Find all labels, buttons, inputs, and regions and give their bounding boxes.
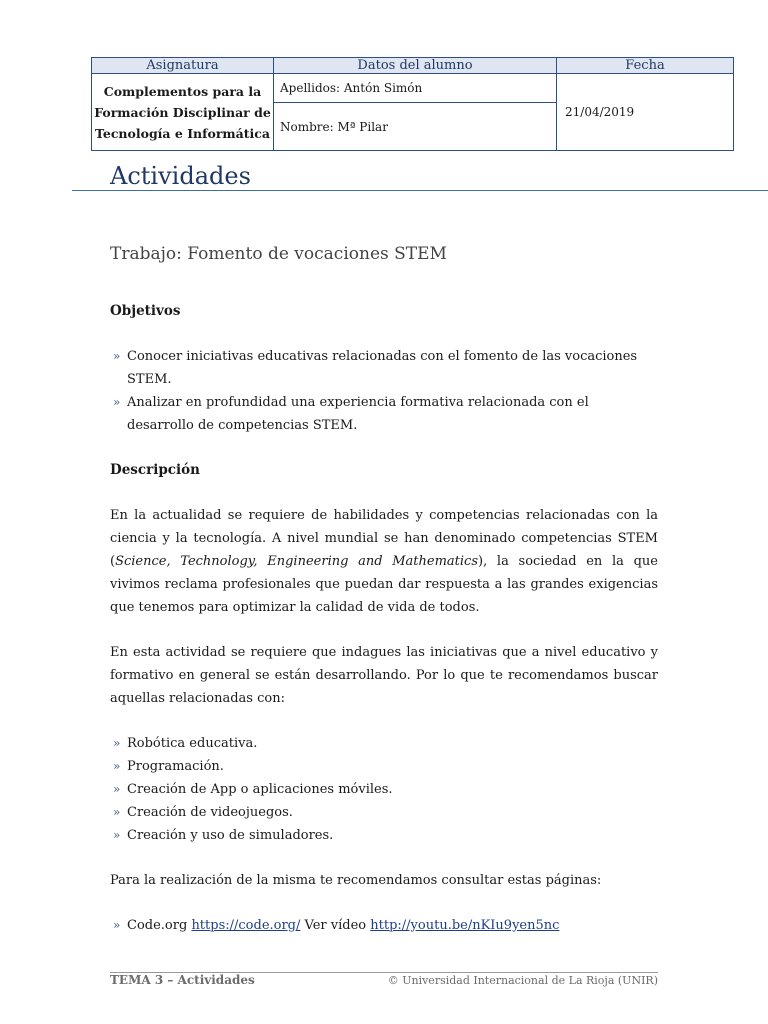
topic-text: Creación de videojuegos. <box>127 805 293 820</box>
list-item <box>110 732 658 755</box>
header-col-student: Datos del alumno <box>274 58 557 74</box>
bullet-chevron-icon: » <box>113 395 121 409</box>
bullet-chevron-icon: » <box>113 759 121 773</box>
header-col-date: Fecha <box>557 58 734 74</box>
objective-text: Conocer iniciativas educativas relacionadas con el fomento de las vocaciones STEM. <box>127 349 638 387</box>
resources-list <box>110 914 658 937</box>
name-cell: Nombre: Mª Pilar <box>274 103 557 151</box>
list-item <box>110 778 658 801</box>
code-org-link[interactable]: https://code.org/ <box>191 918 301 933</box>
footer-topic: TEMA 3 – Actividades <box>110 973 255 987</box>
title-divider <box>72 190 768 191</box>
subject-cell: Complementos para la Formación Disciplinar de Tecnología e Informática <box>92 74 274 151</box>
resource-prefix: Code.org <box>127 918 188 933</box>
list-item <box>110 391 658 437</box>
description-paragraph-3: Para la realización de la misma te recomendamos consultar estas páginas: <box>110 873 602 888</box>
bullet-chevron-icon: » <box>113 349 121 363</box>
paragraph-text: En la actualidad se requiere de habilidades y competencias relacionadas con la ciencia y la tecnología. A nivel mundial se han denominado competencias STEM ( <box>110 508 658 569</box>
footer-copyright: © Universidad Internacional de La Rioja (UNIR) <box>387 974 658 987</box>
topic-text: Robótica educativa. <box>127 736 258 751</box>
list-item <box>110 824 658 847</box>
description-paragraph-1 <box>110 504 658 619</box>
work-title: Trabajo: Fomento de vocaciones STEM <box>110 244 447 264</box>
list-item <box>110 345 658 391</box>
paragraph-text: ), la sociedad en la que vivimos reclama profesionales que puedan dar respuesta a las grandes exigencias que tenemos para optimizar la calidad de vida de todos. <box>110 554 658 615</box>
topic-text: Creación y uso de simuladores. <box>127 828 334 843</box>
list-item <box>110 801 658 824</box>
bullet-chevron-icon: » <box>113 782 121 796</box>
bullet-chevron-icon: » <box>113 828 121 842</box>
list-item <box>110 914 658 937</box>
objectives-list <box>110 345 658 437</box>
video-link[interactable]: http://youtu.be/nKIu9yen5nc <box>370 918 560 933</box>
topic-text: Programación. <box>127 759 224 774</box>
page-title: Actividades <box>110 162 251 190</box>
header-table <box>91 57 734 151</box>
topic-text: Creación de App o aplicaciones móviles. <box>127 782 393 797</box>
date-cell: 21/04/2019 <box>557 74 734 151</box>
bullet-chevron-icon: » <box>113 805 121 819</box>
surname-cell: Apellidos: Antón Simón <box>274 74 557 103</box>
resource-middle: Ver vídeo <box>304 918 367 933</box>
header-col-subject: Asignatura <box>92 58 274 74</box>
topics-list <box>110 732 658 847</box>
stem-expansion: Science, Technology, Engineering and Mathematics <box>115 554 479 569</box>
objectives-heading: Objetivos <box>110 303 181 319</box>
description-paragraph-2: En esta actividad se requiere que indagues las iniciativas que a nivel educativo y formativo en general se están desarrollando. Por lo que te recomendamos buscar aquellas relacionadas con: <box>110 645 658 706</box>
bullet-chevron-icon: » <box>113 918 121 932</box>
main-content <box>110 236 658 959</box>
description-heading: Descripción <box>110 462 200 478</box>
objective-text: Analizar en profundidad una experiencia formativa relacionada con el desarrollo de competencias STEM. <box>127 395 589 433</box>
list-item <box>110 755 658 778</box>
bullet-chevron-icon: » <box>113 736 121 750</box>
